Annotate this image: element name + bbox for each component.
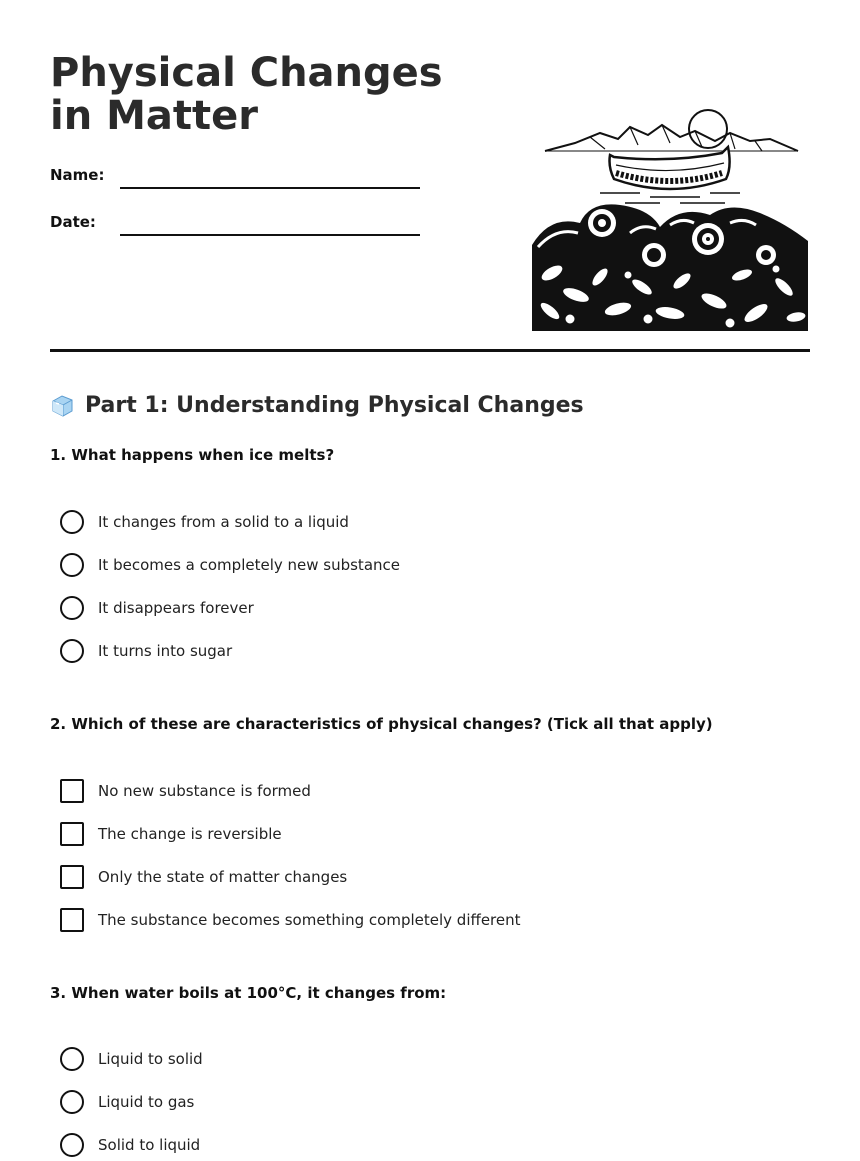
option-label: Liquid to solid bbox=[98, 1050, 203, 1068]
section-title-text: Part 1: Understanding Physical Changes bbox=[85, 392, 584, 418]
checkbox[interactable] bbox=[60, 779, 84, 803]
q1-option-3[interactable] bbox=[60, 595, 254, 621]
q3-option-1[interactable] bbox=[60, 1046, 203, 1072]
checkbox[interactable] bbox=[60, 865, 84, 889]
radio-button[interactable] bbox=[60, 1047, 84, 1071]
radio-button[interactable] bbox=[60, 1133, 84, 1157]
option-label: Liquid to gas bbox=[98, 1093, 195, 1111]
option-label: It becomes a completely new substance bbox=[98, 556, 400, 574]
option-label: The change is reversible bbox=[98, 825, 282, 843]
radio-button[interactable] bbox=[60, 639, 84, 663]
q2-option-2[interactable] bbox=[60, 821, 282, 847]
checkbox[interactable] bbox=[60, 822, 84, 846]
question-3: 3. When water boils at 100°C, it changes from: bbox=[50, 984, 447, 1002]
radio-button[interactable] bbox=[60, 553, 84, 577]
question-1: 1. What happens when ice melts? bbox=[50, 446, 335, 464]
option-label: It changes from a solid to a liquid bbox=[98, 513, 349, 531]
option-label: It turns into sugar bbox=[98, 642, 233, 660]
radio-button[interactable] bbox=[60, 1090, 84, 1114]
q2-option-4[interactable] bbox=[60, 907, 521, 933]
radio-button[interactable] bbox=[60, 510, 84, 534]
name-field[interactable] bbox=[120, 187, 420, 189]
question-2: 2. Which of these are characteristics of physical changes? (Tick all that apply) bbox=[50, 715, 713, 733]
q3-option-3[interactable] bbox=[60, 1132, 200, 1158]
ice-cube-icon bbox=[50, 393, 75, 418]
option-label: It disappears forever bbox=[98, 599, 254, 617]
section-title bbox=[50, 390, 584, 420]
q1-option-4[interactable] bbox=[60, 638, 232, 664]
q3-option-2[interactable] bbox=[60, 1089, 194, 1115]
q2-option-1[interactable] bbox=[60, 778, 311, 804]
q1-option-1[interactable] bbox=[60, 509, 349, 535]
option-label: Solid to liquid bbox=[98, 1136, 201, 1154]
page-title: Physical Changes in Matter bbox=[50, 50, 443, 139]
q2-option-3[interactable] bbox=[60, 864, 347, 890]
checkbox[interactable] bbox=[60, 908, 84, 932]
option-label: Only the state of matter changes bbox=[98, 868, 348, 886]
name-label: Name: bbox=[50, 166, 105, 184]
q1-option-2[interactable] bbox=[60, 552, 400, 578]
radio-button[interactable] bbox=[60, 596, 84, 620]
option-label: The substance becomes something completely different bbox=[98, 911, 521, 929]
option-label: No new substance is formed bbox=[98, 782, 311, 800]
date-label: Date: bbox=[50, 213, 96, 231]
date-field[interactable] bbox=[120, 234, 420, 236]
header-divider bbox=[50, 349, 810, 352]
boat-waves-illustration bbox=[530, 105, 810, 331]
